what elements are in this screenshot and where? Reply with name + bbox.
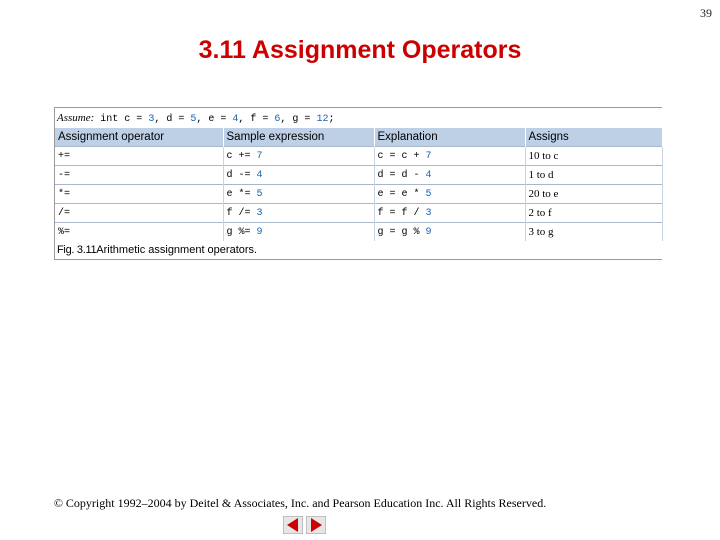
sample-expression-cell (223, 147, 374, 166)
assume-keyword: Assume: (57, 112, 95, 124)
explanation-code: e = e * (377, 188, 426, 200)
sample-value: 4 (256, 169, 263, 181)
assignment-operators-table (55, 128, 663, 241)
explanation-value: 3 (425, 207, 432, 219)
page-number: 39 (700, 6, 712, 20)
header-assignment-operator: Assignment operator (55, 128, 223, 147)
explanation-value: 9 (425, 226, 432, 238)
explanation-code: f = f / (377, 207, 426, 219)
sample-value: 9 (256, 226, 263, 238)
explanation-value: 7 (425, 150, 432, 162)
table-row (55, 166, 662, 185)
copyright-notice: © Copyright 1992–2004 by Deitel & Associates, Inc. and Pearson Education Inc. All Rights Reserved. (53, 496, 547, 510)
explanation-code: d = d - (377, 169, 426, 181)
sample-code: g %= (226, 226, 257, 238)
sample-expression-cell (223, 166, 374, 185)
assume-code-text: ; (328, 114, 335, 125)
sample-expression-cell (223, 204, 374, 223)
explanation-cell (374, 223, 525, 242)
operator-cell: -= (55, 166, 223, 185)
operator-cell: /= (55, 204, 223, 223)
assume-code-text: int c = (100, 114, 149, 125)
next-slide-button[interactable] (306, 516, 326, 534)
explanation-cell (374, 166, 525, 185)
assume-code-text: , d = (154, 114, 191, 125)
assigns-cell: 1 to d (525, 166, 662, 185)
sample-value: 7 (256, 150, 263, 162)
caption-text: Arithmetic assignment operators. (96, 244, 258, 256)
explanation-code: g = g % (377, 226, 426, 238)
explanation-cell (374, 204, 525, 223)
assigns-cell: 2 to f (525, 204, 662, 223)
assigns-cell: 10 to c (525, 147, 662, 166)
explanation-code: c = c + (377, 150, 426, 162)
operator-cell: += (55, 147, 223, 166)
table-row (55, 185, 662, 204)
table-row (55, 223, 662, 242)
explanation-value: 5 (425, 188, 432, 200)
assigns-cell: 20 to e (525, 185, 662, 204)
triangle-right-icon (306, 516, 326, 534)
sample-code: f /= (226, 207, 257, 219)
operator-cell: %= (55, 223, 223, 242)
slide-title: 3.11 Assignment Operators (198, 36, 522, 64)
explanation-cell (374, 185, 525, 204)
caption-label: Fig. 3.11 (57, 244, 97, 256)
header-assigns: Assigns (525, 128, 662, 147)
operator-cell: *= (55, 185, 223, 204)
explanation-value: 4 (425, 169, 432, 181)
sample-code: d -= (226, 169, 257, 181)
table-header-row (55, 128, 662, 147)
figure-3-11 (54, 107, 662, 260)
header-sample-expression: Sample expression (223, 128, 374, 147)
figure-caption (55, 241, 662, 256)
sample-code: c += (226, 150, 257, 162)
assume-value: 3 (148, 114, 155, 125)
assume-value: 6 (274, 114, 281, 125)
assume-value: 5 (190, 114, 197, 125)
sample-value: 5 (256, 188, 263, 200)
triangle-left-icon (283, 516, 303, 534)
assume-code-text: , e = (196, 114, 233, 125)
assume-value: 4 (232, 114, 239, 125)
sample-code: e *= (226, 188, 257, 200)
previous-slide-button[interactable] (283, 516, 303, 534)
table-row (55, 204, 662, 223)
assigns-cell: 3 to g (525, 223, 662, 242)
explanation-cell (374, 147, 525, 166)
header-explanation: Explanation (374, 128, 525, 147)
assume-code-text: , g = (280, 114, 317, 125)
sample-expression-cell (223, 223, 374, 242)
assume-code-text: , f = (238, 114, 275, 125)
assume-value: 12 (316, 114, 329, 125)
sample-expression-cell (223, 185, 374, 204)
sample-value: 3 (256, 207, 263, 219)
table-row (55, 147, 662, 166)
assume-line (55, 108, 662, 128)
